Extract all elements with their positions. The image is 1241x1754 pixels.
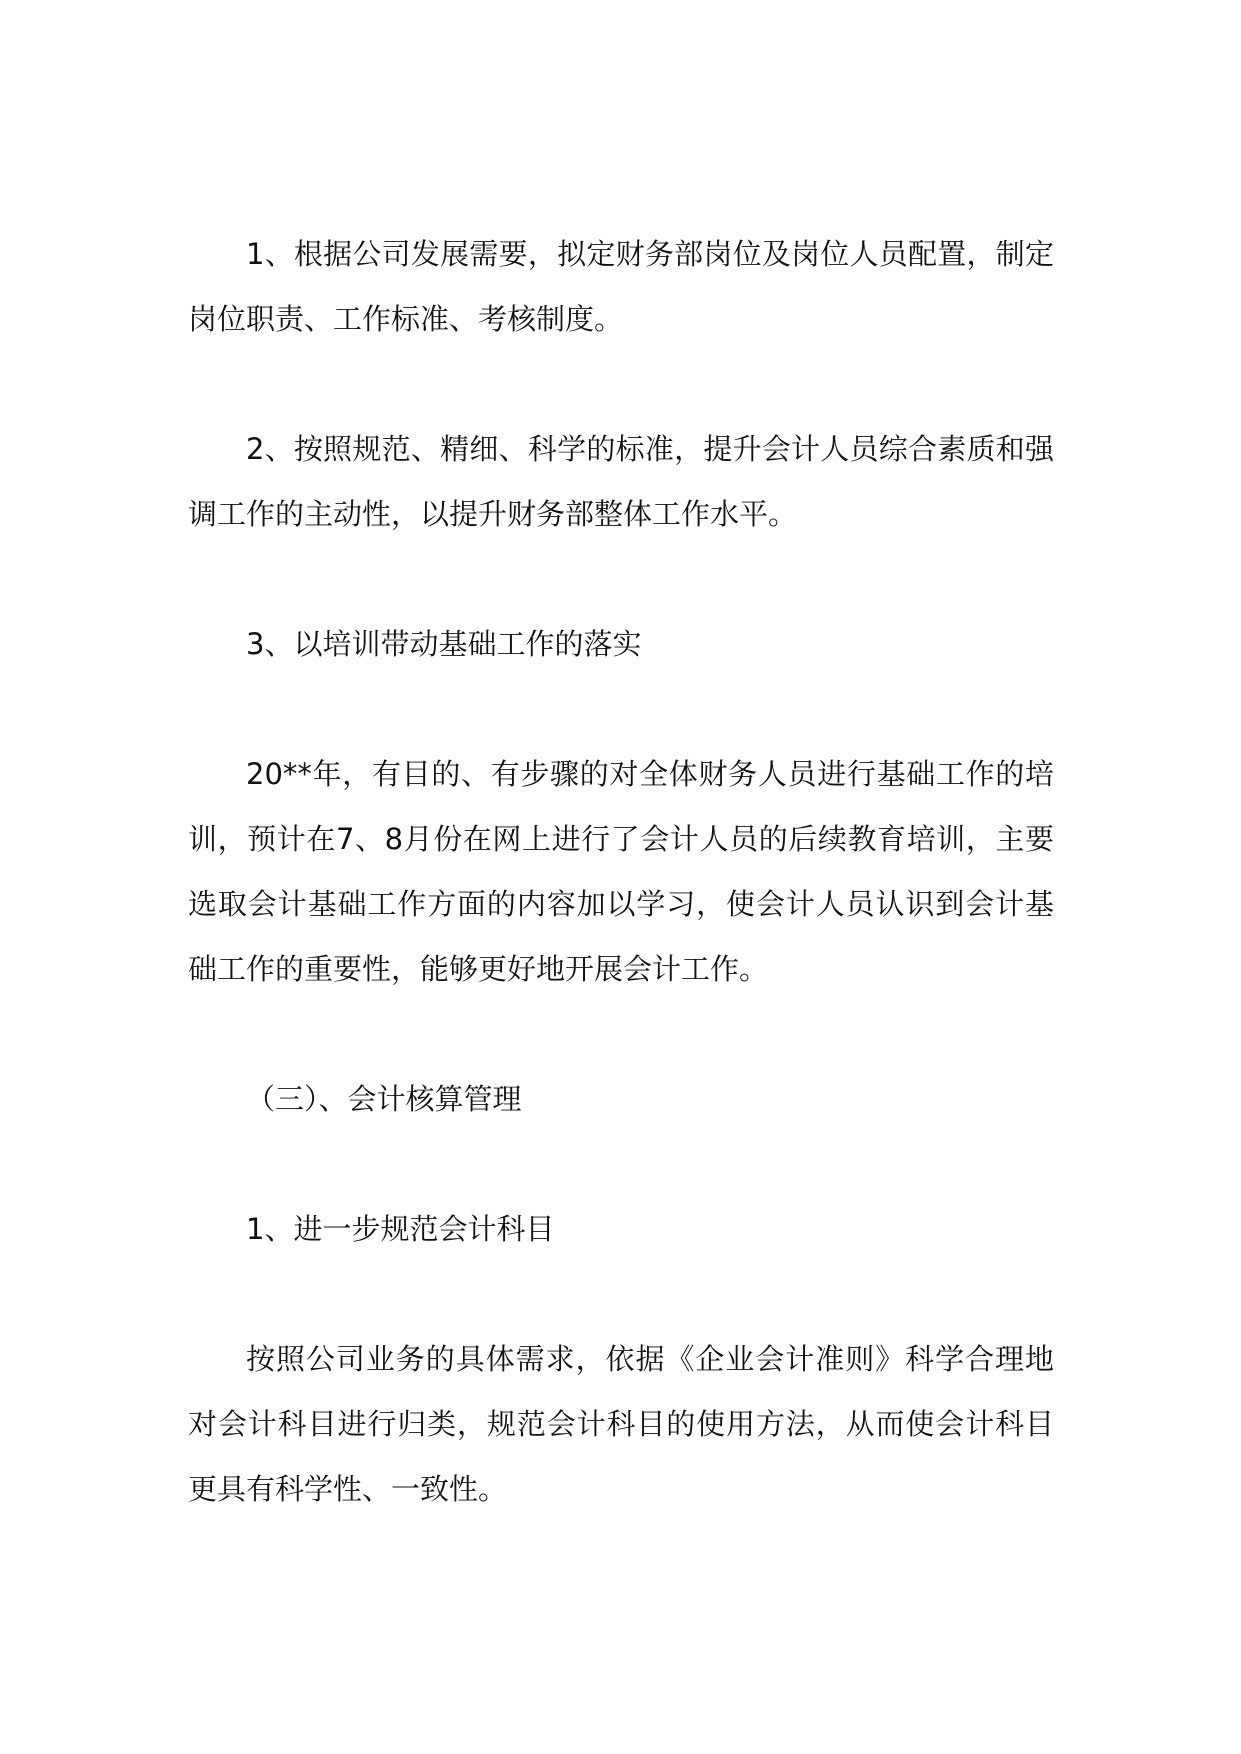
- document-body: [188, 222, 1054, 1522]
- paragraph-subjects-heading: 1、进一步规范会计科目: [246, 1212, 555, 1246]
- paragraph-staff-quality: 2、按照规范、精细、科学的标准，提升会计人员综合素质和强调工作的主动性，以提升财务部整体工作水平。: [188, 432, 1054, 531]
- paragraph-job-configuration: 1、根据公司发展需要，拟定财务部岗位及岗位人员配置，制定岗位职责、工作标准、考核制度。: [188, 237, 1054, 336]
- paragraph-training-heading: 3、以培训带动基础工作的落实: [246, 627, 642, 661]
- paragraph-training-detail: 20**年，有目的、有步骤的对全体财务人员进行基础工作的培训，预计在7、8月份在网上进行了会计人员的后续教育培训，主要选取会计基础工作方面的内容加以学习，使会计人员认识到会计基础工作的重要性，能够更好地开展会计工作。: [188, 757, 1054, 986]
- paragraph-spacer: [188, 352, 1054, 417]
- paragraph-spacer: [188, 1132, 1054, 1197]
- paragraph-subjects-detail: 按照公司业务的具体需求，依据《企业会计准则》科学合理地对会计科目进行归类，规范会计科目的使用方法，从而使会计科目更具有科学性、一致性。: [188, 1342, 1054, 1506]
- paragraph-spacer: [188, 677, 1054, 742]
- section-heading-accounting: （三）、会计核算管理: [246, 1082, 522, 1116]
- paragraph-spacer: [188, 1002, 1054, 1067]
- paragraph-spacer: [188, 547, 1054, 612]
- paragraph-spacer: [188, 1262, 1054, 1327]
